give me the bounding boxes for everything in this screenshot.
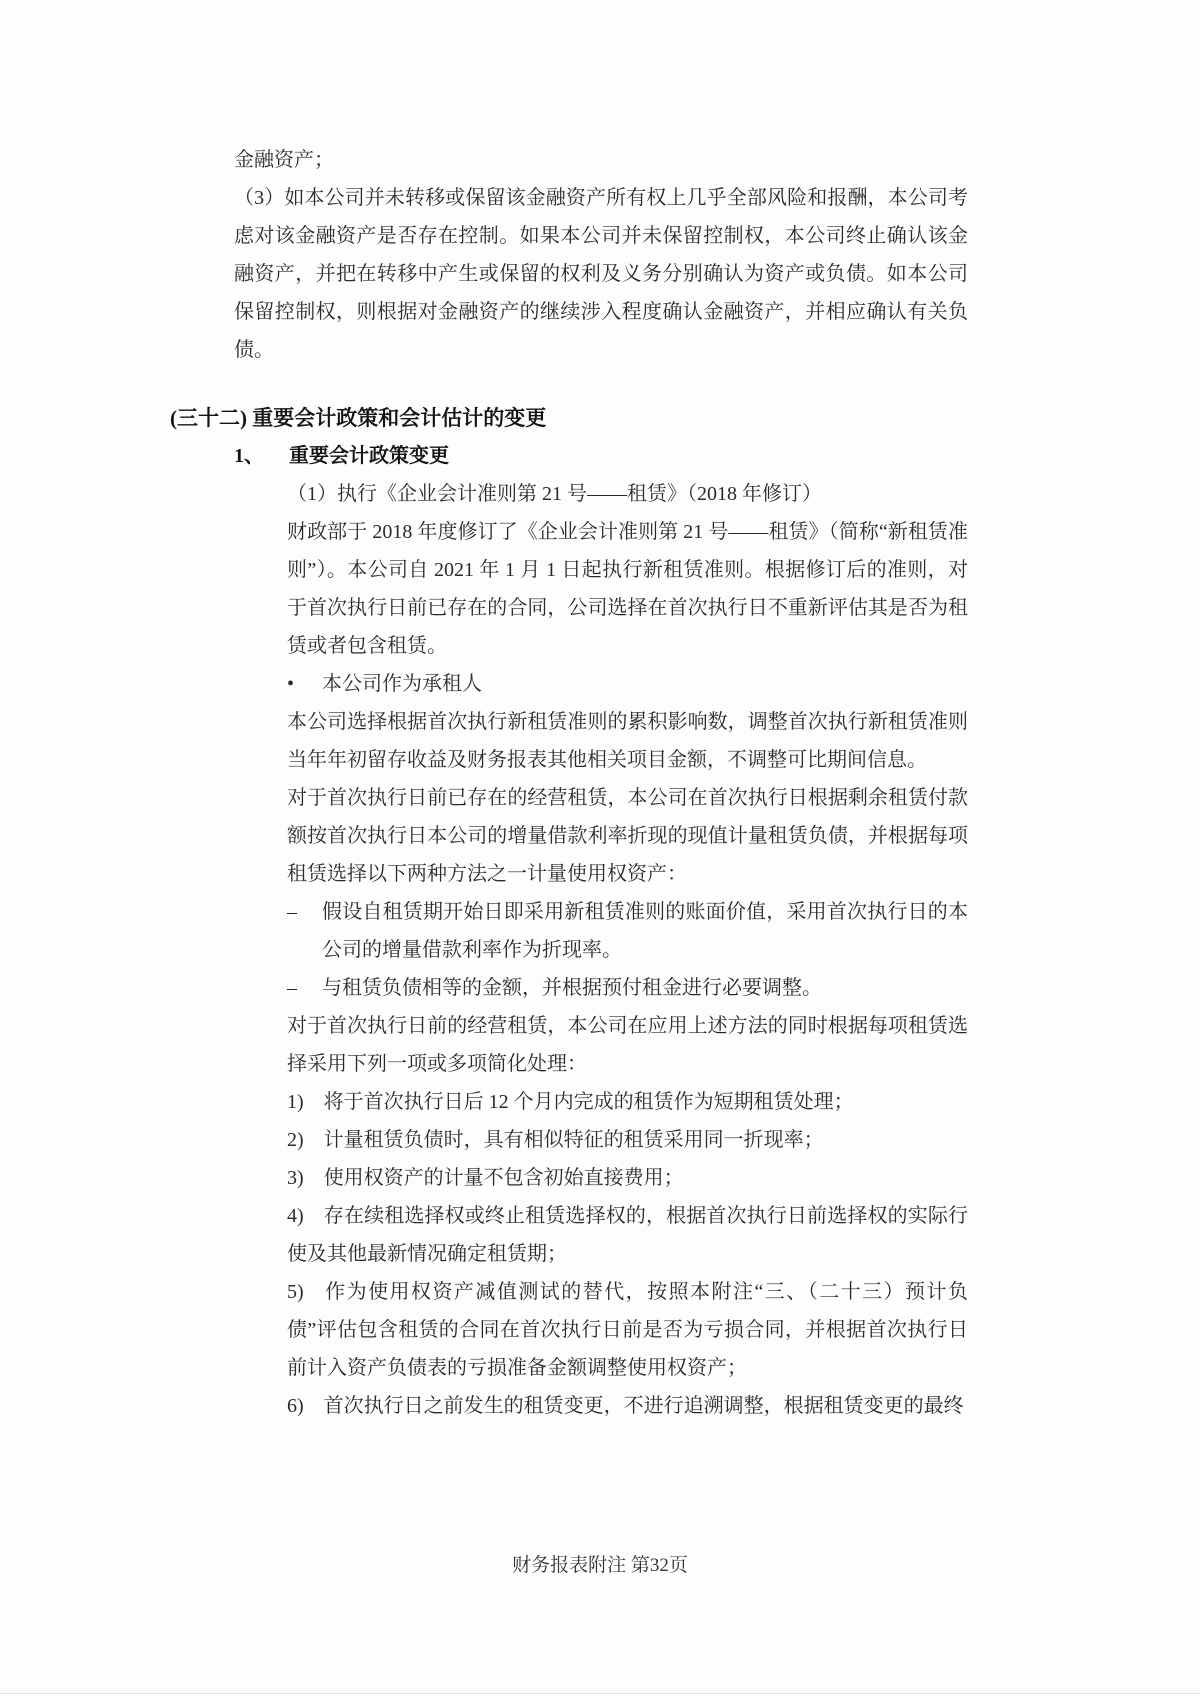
numbered-item <box>287 1083 968 1121</box>
paragraph-cumulative-effect: 本公司选择根据首次执行新租赁准则的累积影响数，调整首次执行新租赁准则当年年初留存收益及财务报表其他相关项目金额，不调整可比期间信息。 <box>287 711 968 771</box>
numbered-item-marker: 3) <box>287 1167 304 1189</box>
policy-item-title: （1）执行《企业会计准则第 21 号——租赁》（2018 年修订） <box>287 483 822 505</box>
numbered-item <box>287 1197 968 1273</box>
intro-tail-line: 金融资产； <box>234 149 334 171</box>
bullet-item-text: 本公司作为承租人 <box>322 673 482 695</box>
numbered-item-marker: 1) <box>287 1091 304 1113</box>
dash-item-text: 与租赁负债相等的金额，并根据预付租金进行必要调整。 <box>322 977 822 999</box>
subsection-body <box>287 475 968 1425</box>
section-heading: (三十二) 重要会计政策和会计估计的变更 <box>170 406 547 430</box>
numbered-item <box>287 1159 968 1197</box>
dash-icon: – <box>287 977 297 999</box>
numbered-item-text: 计量租赁负债时，具有相似特征的租赁采用同一折现率； <box>323 1129 824 1151</box>
bullet-icon: • <box>287 673 295 695</box>
dash-item <box>287 893 968 969</box>
numbered-item-text: 首次执行日之前发生的租赁变更，不进行追溯调整，根据租赁变更的最终 <box>323 1395 964 1417</box>
numbered-item-text: 将于首次执行日后 12 个月内完成的租赁作为短期租赁处理； <box>323 1091 854 1113</box>
numbered-item-marker: 5) <box>287 1281 304 1303</box>
dash-icon: – <box>287 901 297 923</box>
numbered-item <box>287 1273 968 1387</box>
numbered-item-text: 存在续租选择权或终止租赁选择权的，根据首次执行日前选择权的实际行使及其他最新情况确定租赁期； <box>287 1205 968 1265</box>
bullet-item-lessee <box>287 665 968 703</box>
numbered-item <box>287 1121 968 1159</box>
page-bottom-edge <box>0 1693 1200 1694</box>
paragraph-simplifications-lead: 对于首次执行日前的经营租赁，本公司在应用上述方法的同时根据每项租赁选择采用下列一项或多项简化处理： <box>287 1015 968 1075</box>
subsection-heading <box>234 437 1200 475</box>
subsection-number: 1、 <box>234 445 264 467</box>
paragraph-operating-lease-measure: 对于首次执行日前已存在的经营租赁，本公司在首次执行日根据剩余租赁付款额按首次执行日本公司的增量借款利率折现的现值计量租赁负债，并根据每项租赁选择以下两种方法之一计量使用权资产： <box>287 787 968 885</box>
numbered-item-text: 作为使用权资产减值测试的替代，按照本附注“三、（二十三）预计负债”评估包含租赁的合同在首次执行日前是否为亏损合同，并根据首次执行日前计入资产负债表的亏损准备金额调整使用权资产； <box>287 1281 968 1379</box>
intro-paragraph-3: （3）如本公司并未转移或保留该金融资产所有权上几乎全部风险和报酬，本公司考虑对该金融资产是否存在控制。如果本公司并未保留控制权，本公司终止确认该金融资产，并把在转移中产生或保留的权利及义务分别确认为资产或负债。如本公司保留控制权，则根据对金融资产的继续涉入程度确认金融资产，并相应确认有关负债。 <box>234 187 968 361</box>
page-footer: 财务报表附注 第32页 <box>512 1555 688 1576</box>
numbered-item-marker: 2) <box>287 1129 304 1151</box>
numbered-item-marker: 4) <box>287 1205 304 1227</box>
dash-item <box>287 969 968 1007</box>
numbered-item-text: 使用权资产的计量不包含初始直接费用； <box>323 1167 684 1189</box>
paragraph-mof-revision: 财政部于 2018 年度修订了《企业会计准则第 21 号——租赁》（简称“新租赁准则”）。本公司自 2021 年 1 月 1 日起执行新租赁准则。根据修订后的准则，对于首次执行日前已存在的合同，公司选择在首次执行日不重新评估其是否为租赁或者包含租赁。 <box>287 521 968 657</box>
numbered-item-marker: 6) <box>287 1395 304 1417</box>
subsection-title: 重要会计政策变更 <box>289 445 449 467</box>
dash-item-text: 假设自租赁期开始日即采用新租赁准则的账面价值，采用首次执行日的本公司的增量借款利率作为折现率。 <box>322 901 968 961</box>
numbered-item <box>287 1387 968 1425</box>
